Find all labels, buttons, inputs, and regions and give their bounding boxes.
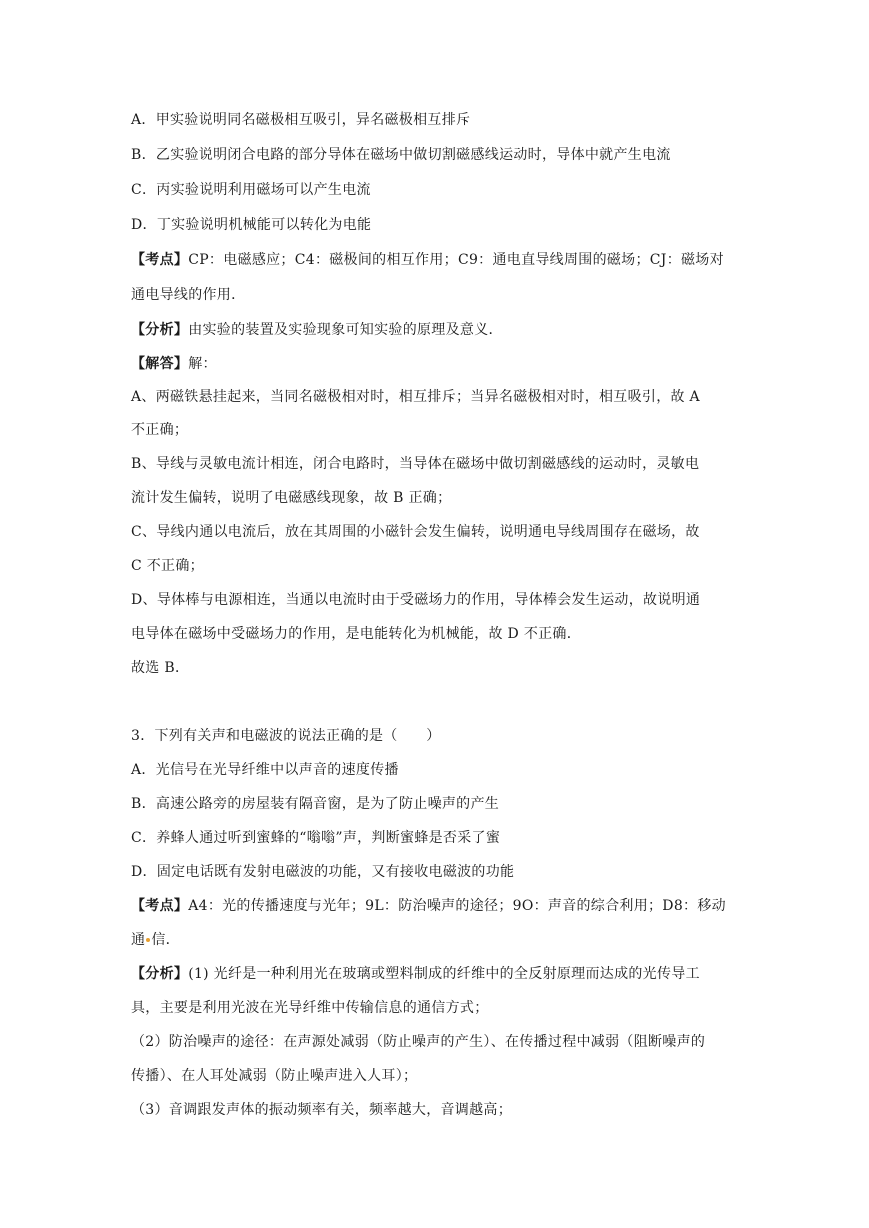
q2-solution-d: D、导体棒与电源相连，当通以电流时由于受磁场力的作用，导体棒会发生运动，故说明通 bbox=[131, 592, 701, 608]
q2-option-b: B．乙实验说明闭合电路的部分导体在磁场中做切割磁感线运动时，导体中就产生电流 bbox=[131, 147, 671, 163]
q3-fenxi-point-3: （3）音调跟发声体的振动频率有关，频率越大，音调越高； bbox=[131, 1102, 513, 1118]
q3-fenxi-point-2-cont: 传播）、在人耳处减弱（防止噪声进入人耳）； bbox=[131, 1068, 418, 1084]
q2-option-c: C．丙实验说明利用磁场可以产生电流 bbox=[131, 182, 371, 198]
q2-solution-a-cont: 不正确； bbox=[131, 422, 189, 438]
q2-option-a: A．甲实验说明同名磁极相互吸引，异名磁极相互排斥 bbox=[131, 112, 471, 128]
q2-solution-a: A、两磁铁悬挂起来，当同名磁极相对时，相互排斥；当异名磁极相对时，相互吸引，故 A bbox=[131, 389, 700, 405]
jieda-text: 解： bbox=[188, 356, 217, 372]
kaodian-text: A4：光的传播速度与光年；9L：防治噪声的途径；9O：声音的综合利用；D8：移动 bbox=[188, 898, 726, 914]
q3-option-c: C．养蜂人通过听到蜜蜂的“嗡嗡”声，判断蜜蜂是否采了蜜 bbox=[131, 830, 501, 846]
q3-option-b: B．高速公路旁的房屋装有隔音窗，是为了防止噪声的产生 bbox=[131, 796, 500, 812]
fenxi-text: (1) 光纤是一种利用光在玻璃或塑料制成的纤维中的全反射原理而达成的光传导工 bbox=[188, 966, 700, 982]
q3-kaodian bbox=[131, 896, 726, 916]
q2-option-d: D．丁实验说明机械能可以转化为电能 bbox=[131, 217, 372, 233]
q2-solution-b-cont: 流计发生偏转，说明了电磁感线现象，故 B 正确； bbox=[131, 490, 452, 506]
kaodian-tag: 【考点】 bbox=[131, 252, 189, 268]
q2-kaodian bbox=[131, 250, 724, 270]
q2-solution-d-cont: 电导体在磁场中受磁场力的作用，是电能转化为机械能，故 D 不正确． bbox=[131, 626, 582, 642]
q2-solution-c-cont: C 不正确； bbox=[131, 558, 204, 574]
q3-kaodian-cont bbox=[131, 930, 180, 950]
q2-solution-b: B、导线与灵敏电流计相连，闭合电路时，当导体在磁场中做切割磁感线的运动时，灵敏电 bbox=[131, 456, 700, 472]
q3-fenxi-point-2: （2）防治噪声的途径：在声源处减弱（防止噪声的产生）、在传播过程中减弱（阻断噪声的 bbox=[131, 1034, 706, 1050]
kaodian-cont-a: 通 bbox=[131, 932, 146, 948]
q2-kaodian-cont: 通电导线的作用． bbox=[131, 287, 246, 303]
q3-option-a: A．光信号在光导纤维中以声音的速度传播 bbox=[131, 762, 399, 778]
jieda-tag: 【解答】 bbox=[131, 356, 189, 372]
fenxi-tag: 【分析】 bbox=[131, 322, 189, 338]
kaodian-text: CP：电磁感应；C4：磁极间的相互作用；C9：通电直导线周围的磁场；CJ：磁场对 bbox=[188, 252, 724, 268]
q2-solution-c: C、导线内通以电流后，放在其周围的小磁针会发生偏转，说明通电导线周围存在磁场，故 bbox=[131, 524, 700, 540]
q3-stem: 3．下列有关声和电磁波的说法正确的是（ ） bbox=[131, 728, 441, 744]
watermark-dot bbox=[146, 938, 150, 942]
q2-answer: 故选 B． bbox=[131, 660, 190, 676]
q2-jieda bbox=[131, 354, 217, 374]
kaodian-cont-b: 信． bbox=[151, 932, 180, 948]
q3-fenxi-cont: 具，主要是利用光波在光导纤维中传输信息的通信方式； bbox=[131, 1000, 489, 1016]
q3-option-d: D．固定电话既有发射电磁波的功能，又有接收电磁波的功能 bbox=[131, 864, 515, 880]
q2-fenxi bbox=[131, 320, 503, 340]
fenxi-text: 由实验的装置及实验现象可知实验的原理及意义． bbox=[188, 322, 503, 338]
fenxi-tag: 【分析】 bbox=[131, 966, 189, 982]
q3-fenxi bbox=[131, 964, 700, 984]
kaodian-tag: 【考点】 bbox=[131, 898, 189, 914]
